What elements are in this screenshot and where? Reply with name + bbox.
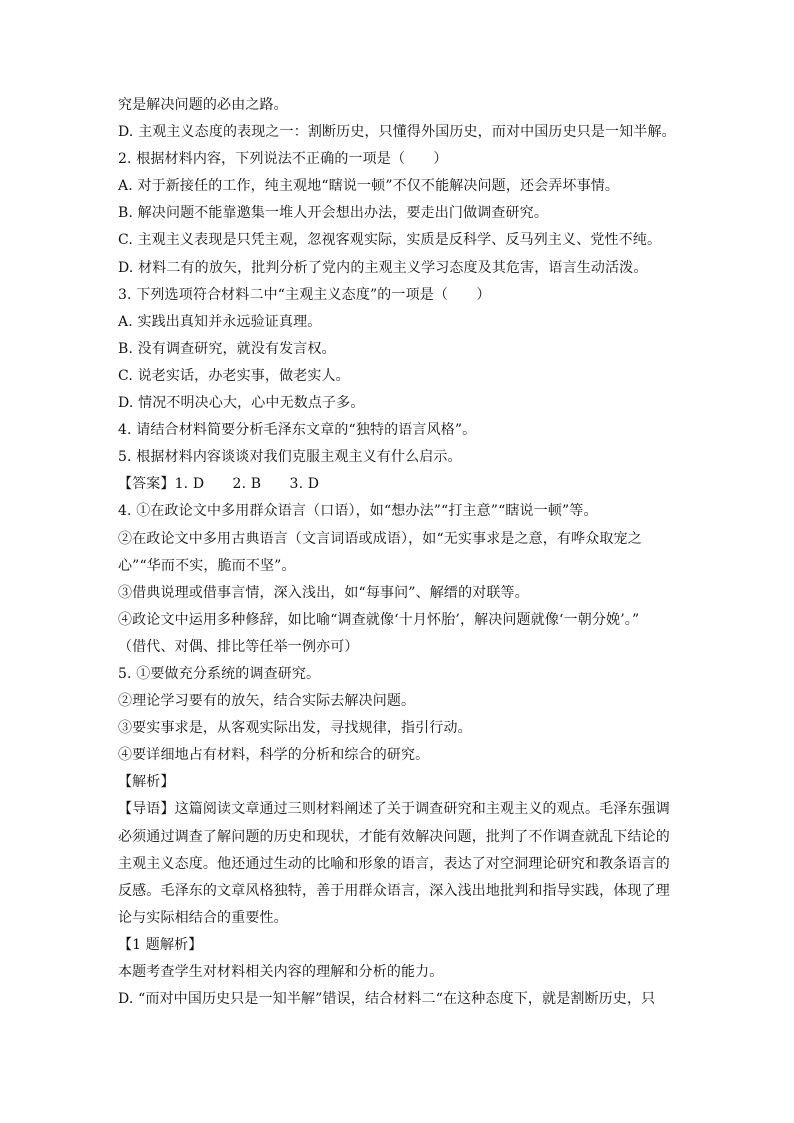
answer-5-point-4: ④要详细地占有材料，科学的分析和综合的研究。 [118, 747, 430, 764]
answer-4-point-1: 4. ①在政论文中多用群众语言（口语），如“想办法”“打主意”“瞎说一顿”等。 [118, 503, 598, 520]
q1-analysis-heading: 【1 题解析】 [118, 936, 203, 953]
intro-line-4: 反感。毛泽东的文章风格独特，善于用群众语言，深入浅出地批判和指导实践，体现了理 [118, 882, 670, 899]
intro-line-3: 主观主义态度。他还通过生动的比喻和形象的语言，表达了对空洞理论研究和教条语言的 [118, 855, 670, 872]
document-body [118, 92, 678, 1013]
q1-analysis-d: D. “而对中国历史只是一知半解”错误，结合材料二“在这种态度下，就是割断历史，只 [118, 991, 656, 1008]
answer-heading: 【答案】1. D 2. B 3. D [118, 476, 320, 493]
option-c-q2: C. 主观主义表现是只凭主观，忽视客观实际，实质是反科学、反马列主义、党性不纯。 [118, 232, 662, 249]
question-5: 5. 根据材料内容谈谈对我们克服主观主义有什么启示。 [118, 449, 462, 466]
analysis-heading: 【解析】 [118, 774, 175, 791]
question-2: 2. 根据材料内容，下列说法不正确的一项是（ ） [118, 151, 448, 168]
option-b-q2: B. 解决问题不能靠邀集一堆人开会想出办法，要走出门做调查研究。 [118, 205, 548, 222]
answer-4-point-2-cont: 心”“华而不实，脆而不坚”。 [118, 557, 296, 574]
answer-5-point-3: ③要实事求是，从客观实际出发，寻找规律，指引行动。 [118, 720, 472, 737]
option-d-q2: D. 材料二有的放矢，批判分析了党内的主观主义学习态度及其危害，语言生动活泼。 [118, 259, 648, 276]
question-4: 4. 请结合材料简要分析毛泽东文章的“独特的语言风格”。 [118, 422, 477, 439]
answer-4-point-4: ④政论文中运用多种修辞，如比喻“调查就像‘十月怀胎’，解决问题就像‘一朝分娩’。” [118, 611, 640, 628]
intro-line-5: 论与实际相结合的重要性。 [118, 909, 288, 926]
answer-5-point-2: ②理论学习要有的放矢，结合实际去解决问题。 [118, 693, 416, 710]
answer-5-point-1: 5. ①要做充分系统的调查研究。 [118, 665, 321, 682]
q1-analysis-text: 本题考查学生对材料相关内容的理解和分析的能力。 [118, 964, 444, 980]
option-a-q2: A. 对于新接任的工作，纯主观地“瞎说一顿”不仅不能解决问题，还会弄坏事情。 [118, 178, 620, 195]
answer-4-note: （借代、对偶、排比等任举一例亦可） [118, 638, 359, 655]
option-d-q3: D. 情况不明决心大，心中无数点子多。 [118, 395, 365, 412]
option-a-q3: A. 实践出真知并永远验证真理。 [118, 313, 322, 330]
option-d-q1: D. 主观主义态度的表现之一：割断历史，只懂得外国历史，而对中国历史只是一知半解。 [118, 124, 676, 141]
text-line: 究是解决问题的必由之路。 [118, 97, 288, 113]
intro-line-1: 【导语】这篇阅读文章通过三则材料阐述了关于调查研究和主观主义的观点。毛泽东强调 [118, 801, 670, 818]
answer-4-point-2: ②在政论文中多用古典语言（文言词语或成语），如“无实事求是之意，有哗众取宠之 [118, 530, 642, 547]
option-c-q3: C. 说老实话，办老实事，做老实人。 [118, 367, 350, 384]
question-3: 3. 下列选项符合材料二中“主观主义态度”的一项是（ ） [118, 286, 491, 303]
intro-line-2: 必须通过调查了解问题的历史和现状，才能有效解决问题，批判了不作调查就乱下结论的 [118, 828, 670, 845]
option-b-q3: B. 没有调查研究，就没有发言权。 [118, 340, 336, 357]
answer-4-point-3: ③借典说理或借事言情，深入浅出，如“每事问”、解缙的对联等。 [118, 584, 529, 601]
